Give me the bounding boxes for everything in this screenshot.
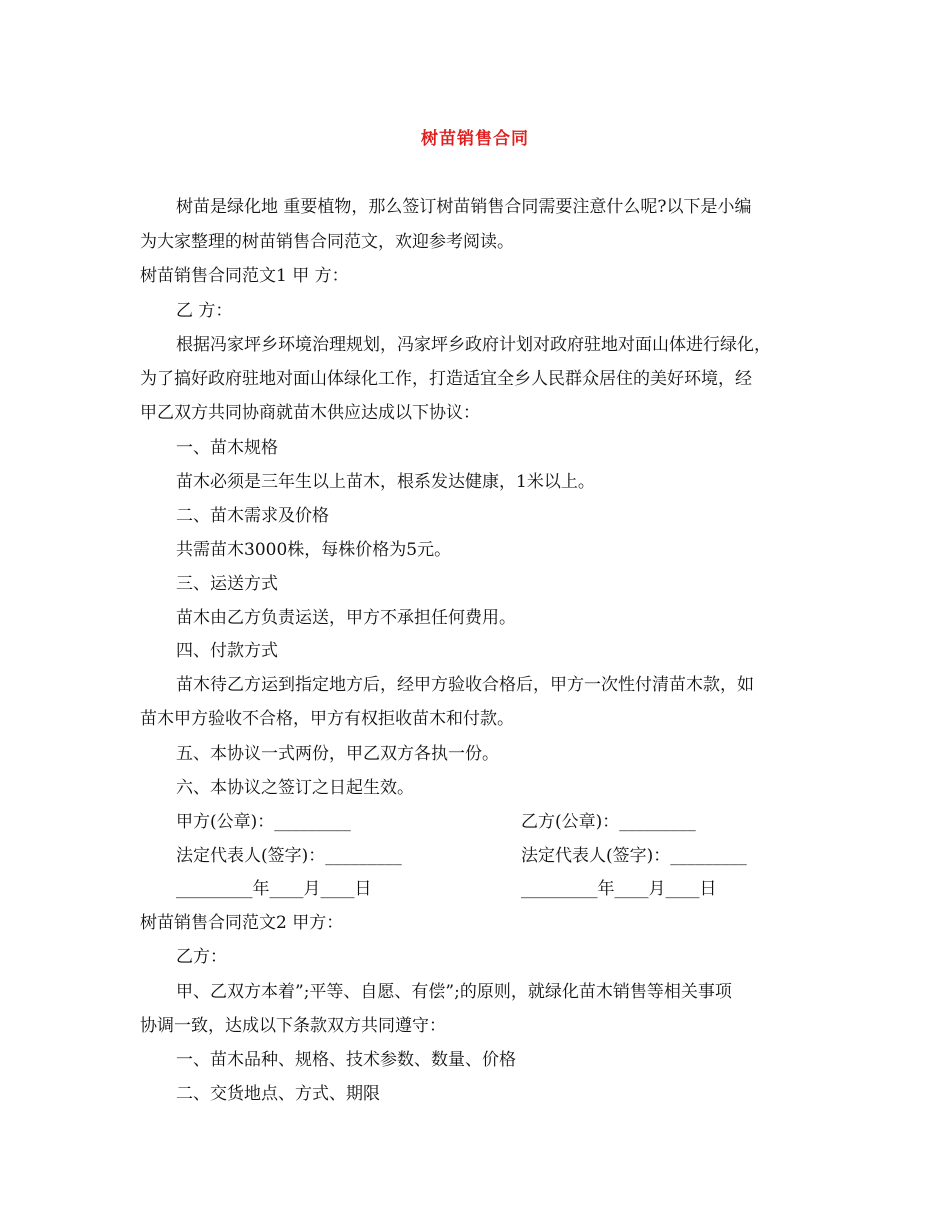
clause-heading: 三、运送方式 <box>176 574 278 594</box>
clause-heading: 五、本协议一式两份，甲乙双方各执一份。 <box>176 744 499 764</box>
clause-text: 苗木必须是三年生以上苗木，根系发达健康，1米以上。 <box>176 472 595 492</box>
section-2-heading: 树苗销售合同范文2 甲方： <box>140 913 344 933</box>
intro-line-1: 树苗是绿化地 重要植物，那么签订树苗销售合同需要注意什么呢?以下是小编 <box>176 197 752 217</box>
clause-heading: 一、苗木规格 <box>176 438 278 458</box>
section-2-paragraph-line: 协调一致，达成以下条款双方共同遵守： <box>140 1016 446 1036</box>
section-1-heading: 树苗销售合同范文1 甲 方： <box>140 266 349 286</box>
clause-heading: 二、苗木需求及价格 <box>176 506 329 526</box>
clause-text: 苗木甲方验收不合格，甲方有权拒收苗木和付款。 <box>140 709 514 729</box>
party-b-date-field: _________年____月____日 <box>521 879 717 899</box>
section-1-paragraph-line: 甲乙双方共同协商就苗木供应达成以下协议： <box>140 403 480 423</box>
section-2-party-b: 乙方： <box>176 947 227 967</box>
section-1-party-b: 乙 方： <box>176 301 233 321</box>
party-b-seal-field: 乙方(公章)：_________ <box>521 812 696 832</box>
clause-text: 苗木由乙方负责运送，甲方不承担任何费用。 <box>176 608 516 628</box>
clause-text: 苗木待乙方运到指定地方后，经甲方验收合格后，甲方一次性付清苗木款，如 <box>176 675 754 695</box>
document-title: 树苗销售合同 <box>421 129 529 149</box>
clause-heading: 四、付款方式 <box>176 641 278 661</box>
section-2-paragraph-line: 甲、乙双方本着”;平等、自愿、有偿”;的原则，就绿化苗木销售等相关事项 <box>176 982 732 1002</box>
party-a-representative-field: 法定代表人(签字)：_________ <box>176 846 402 866</box>
party-a-date-field: _________年____月____日 <box>176 879 372 899</box>
clause-heading: 二、交货地点、方式、期限 <box>176 1084 380 1104</box>
clause-text: 共需苗木3000株，每株价格为5元。 <box>176 540 452 560</box>
intro-line-2: 为大家整理的树苗销售合同范文，欢迎参考阅读。 <box>140 232 514 252</box>
clause-heading: 六、本协议之签订之日起生效。 <box>176 778 414 798</box>
section-1-paragraph-line: 根据冯家坪乡环境治理规划，冯家坪乡政府计划对政府驻地对面山体进行绿化， <box>176 335 771 355</box>
section-1-paragraph-line: 为了搞好政府驻地对面山体绿化工作，打造适宜全乡人民群众居住的美好环境，经 <box>140 369 752 389</box>
party-b-representative-field: 法定代表人(签字)：_________ <box>521 846 747 866</box>
party-a-seal-field: 甲方(公章)：_________ <box>176 812 351 832</box>
clause-heading: 一、苗木品种、规格、技术参数、数量、价格 <box>176 1050 516 1070</box>
